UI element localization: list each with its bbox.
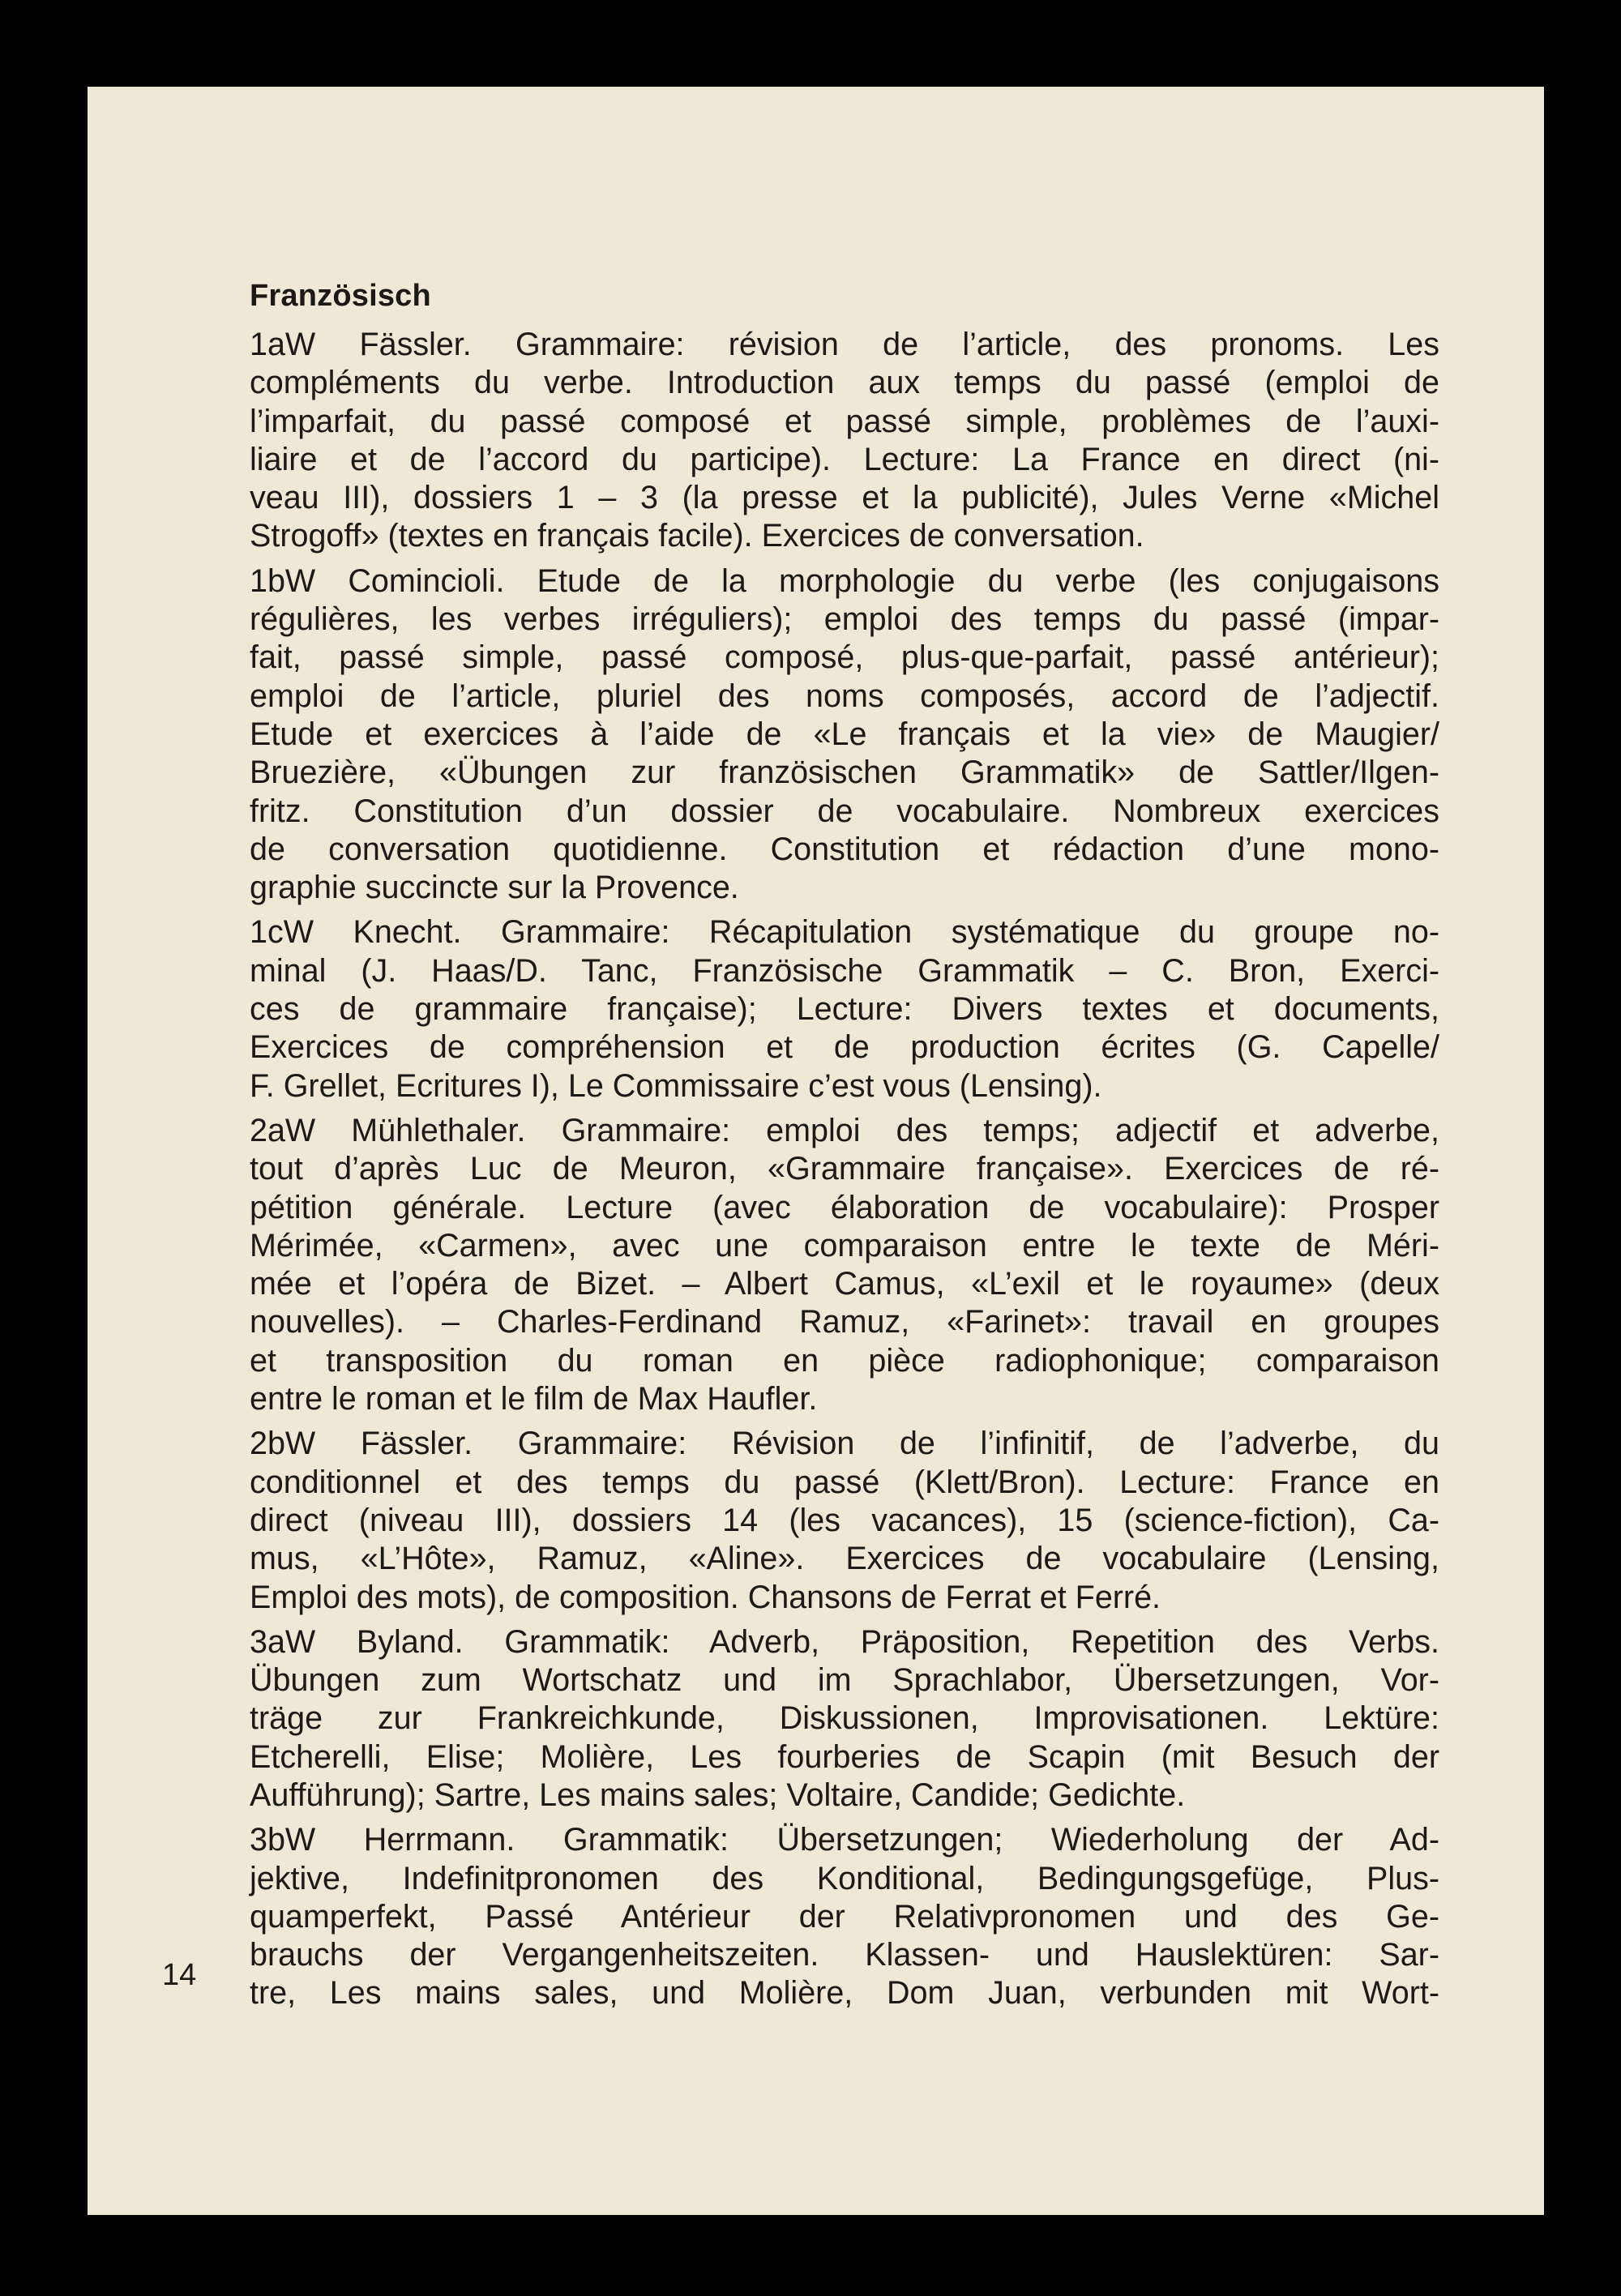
course-entry [250,562,1439,908]
entry-line: pétition générale. Lecture (avec élaboration de vocabulaire): Prosper [250,1189,1439,1225]
entry-line: emploi de l’article, pluriel des noms composés, accord de l’adjectif. [250,678,1439,714]
entry-line: et transposition du roman en pièce radiophonique; comparaison [250,1342,1439,1379]
page-content [250,276,1439,2020]
entry-line: Strogoff» (textes en français facile). Exercices de conversation. [250,518,1144,554]
entry-line: liaire et de l’accord du participe). Lecture: La France en direct (ni- [250,441,1439,477]
entry-line: 3aW Byland. Grammatik: Adverb, Präposition, Repetition des Verbs. [250,1623,1439,1660]
entry-line: veau III), dossiers 1 – 3 (la presse et la publicité), Jules Verne «Michel [250,480,1439,516]
entry-line: Etude et exercices à l’aide de «Le français et la vie» de Maugier/ [250,716,1439,752]
entry-line: Exercices de compréhension et de production écrites (G. Capelle/ [250,1029,1439,1066]
entry-line: fritz. Constitution d’un dossier de vocabulaire. Nombreux exercices [250,793,1439,829]
entry-line: quamperfekt, Passé Antérieur der Relativpronomen und des Ge- [250,1898,1439,1935]
entry-line: Etcherelli, Elise; Molière, Les fourberies de Scapin (mit Besuch der [250,1738,1439,1775]
entry-line: Emploi des mots), de composition. Chansons de Ferrat et Ferré. [250,1579,1161,1615]
course-entries [250,326,1439,2013]
entry-line: 3bW Herrmann. Grammatik: Übersetzungen; Wiederholung der Ad- [250,1822,1439,1858]
entry-line: Bruezière, «Übungen zur französischen Grammatik» de Sattler/Ilgen- [250,755,1439,791]
entry-line: 2bW Fässler. Grammaire: Révision de l’infinitif, de l’adverbe, du [250,1426,1439,1462]
entry-line: régulières, les verbes irréguliers); emploi des temps du passé (impar- [250,601,1439,638]
entry-line: entre le roman et le film de Max Haufler. [250,1381,818,1417]
entry-line: 1bW Comincioli. Etude de la morphologie du verbe (les conjugaisons [250,562,1439,599]
section-heading: Französisch [250,279,431,313]
course-entry [250,326,1439,556]
entry-line: Übungen zum Wortschatz und im Sprachlabor, Übersetzungen, Vor- [250,1662,1439,1699]
entry-line: Mérimée, «Carmen», avec une comparaison entre le texte de Méri- [250,1227,1439,1263]
entry-line: tre, Les mains sales, und Molière, Dom Juan, verbunden mit Wort- [250,1975,1439,2012]
entry-line: conditionnel et des temps du passé (Klett/Bron). Lecture: France en [250,1464,1439,1500]
entry-line: träge zur Frankreichkunde, Diskussionen, Improvisationen. Lektüre: [250,1700,1439,1737]
page-number: 14 [162,1958,197,1992]
document-page [88,87,1544,2215]
entry-line: nouvelles). – Charles-Ferdinand Ramuz, «Farinet»: travail en groupes [250,1304,1439,1340]
course-entry [250,1821,1439,2012]
course-entry [250,1623,1439,1815]
entry-line: 1cW Knecht. Grammaire: Récapitulation systématique du groupe no- [250,914,1439,951]
entry-line: fait, passé simple, passé composé, plus-que-parfait, passé antérieur); [250,639,1439,676]
entry-line: graphie succincte sur la Provence. [250,870,739,906]
entry-line: de conversation quotidienne. Constitution et rédaction d’une mono- [250,831,1439,867]
entry-line: F. Grellet, Ecritures I), Le Commissaire c’est vous (Lensing). [250,1067,1102,1104]
entry-line: minal (J. Haas/D. Tanc, Französische Grammatik – C. Bron, Exerci- [250,952,1439,989]
entry-line: tout d’après Luc de Meuron, «Grammaire française». Exercices de ré- [250,1151,1439,1187]
entry-line: brauchs der Vergangenheitszeiten. Klassen- und Hauslektüren: Sar- [250,1937,1439,1973]
course-entry [250,1112,1439,1418]
entry-line: Aufführung); Sartre, Les mains sales; Voltaire, Candide; Gedichte. [250,1777,1186,1813]
entry-line: 1aW Fässler. Grammaire: révision de l’article, des pronoms. Les [250,327,1439,362]
entry-line: l’imparfait, du passé composé et passé simple, problèmes de l’auxi- [250,403,1439,439]
course-entry [250,1425,1439,1616]
entry-line: jektive, Indefinitpronomen des Konditional, Bedingungsgefüge, Plus- [250,1860,1439,1896]
entry-line: compléments du verbe. Introduction aux temps du passé (emploi de [250,365,1439,401]
entry-line: direct (niveau III), dossiers 14 (les vacances), 15 (science-fiction), Ca- [250,1502,1439,1538]
entry-line: mus, «L’Hôte», Ramuz, «Aline». Exercices de vocabulaire (Lensing, [250,1541,1439,1577]
entry-line: mée et l’opéra de Bizet. – Albert Camus, «L’exil et le royaume» (deux [250,1266,1439,1302]
course-entry [250,913,1439,1105]
entry-line: ces de grammaire française); Lecture: Divers textes et documents, [250,991,1439,1028]
entry-line: 2aW Mühlethaler. Grammaire: emploi des temps; adjectif et adverbe, [250,1112,1439,1148]
